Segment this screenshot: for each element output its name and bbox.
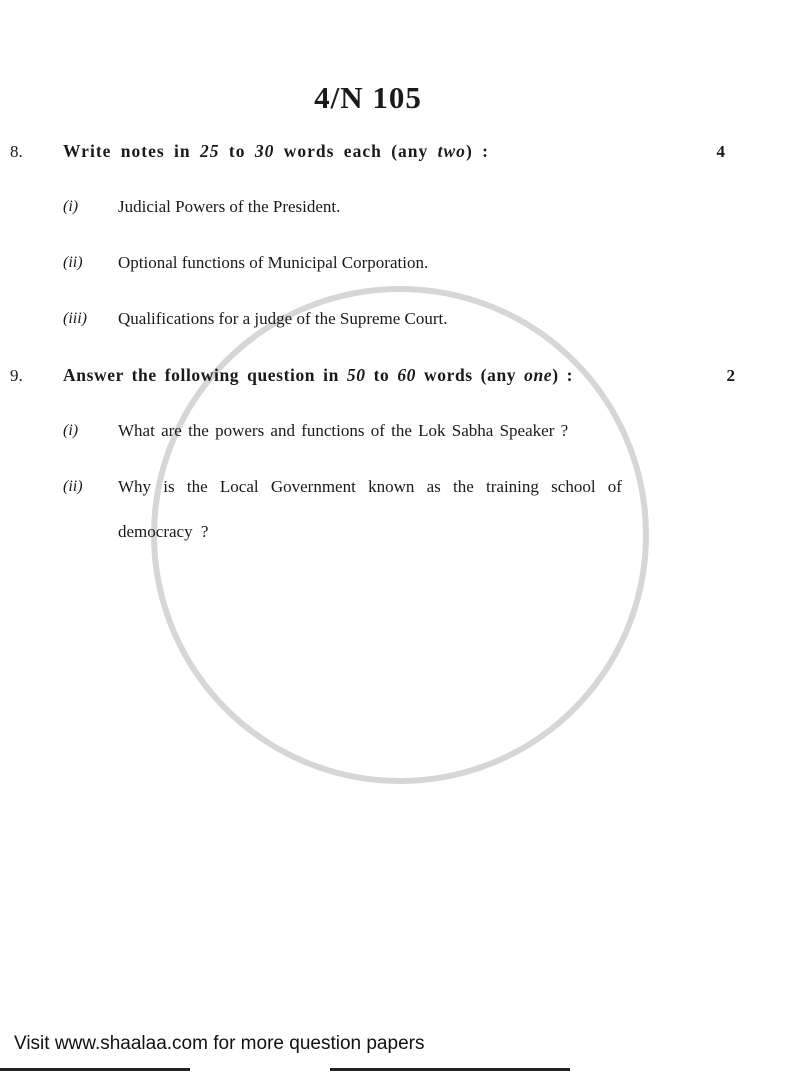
scan-edge bbox=[0, 1068, 190, 1071]
watermark-circle bbox=[154, 289, 646, 781]
item-label: (i) bbox=[63, 198, 79, 215]
question-text: Write notes in 25 to 30 words each (any two) : bbox=[63, 141, 489, 161]
item-text: What are the powers and functions of the Lok Sabha Speaker ? bbox=[118, 421, 569, 440]
paper-code: 4/N 105 bbox=[314, 80, 422, 115]
question-line bbox=[63, 141, 735, 162]
item-label: (ii) bbox=[63, 254, 83, 271]
question-marks: 4 bbox=[716, 142, 725, 161]
item-text: Optional functions of Municipal Corporation. bbox=[118, 253, 429, 272]
scan-edge bbox=[330, 1068, 570, 1071]
item-text: Judicial Powers of the President. bbox=[118, 197, 341, 216]
item-text-continuation: democracy ? bbox=[118, 522, 209, 541]
item-text: Qualifications for a judge of the Supreme Court. bbox=[118, 309, 448, 328]
footer-link[interactable]: Visit www.shaalaa.com for more question papers bbox=[14, 1033, 425, 1054]
question-text: Answer the following question in 50 to 60 words (any one) : bbox=[63, 365, 574, 385]
item-label: (ii) bbox=[63, 478, 83, 495]
question-marks: 2 bbox=[726, 366, 735, 385]
question-line bbox=[63, 365, 735, 386]
question-number: 8. bbox=[10, 142, 23, 161]
item-label: (i) bbox=[63, 422, 79, 439]
question-number: 9. bbox=[10, 366, 23, 385]
item-label: (iii) bbox=[63, 310, 87, 327]
item-text: Why is the Local Government known as the training school of bbox=[118, 477, 622, 496]
